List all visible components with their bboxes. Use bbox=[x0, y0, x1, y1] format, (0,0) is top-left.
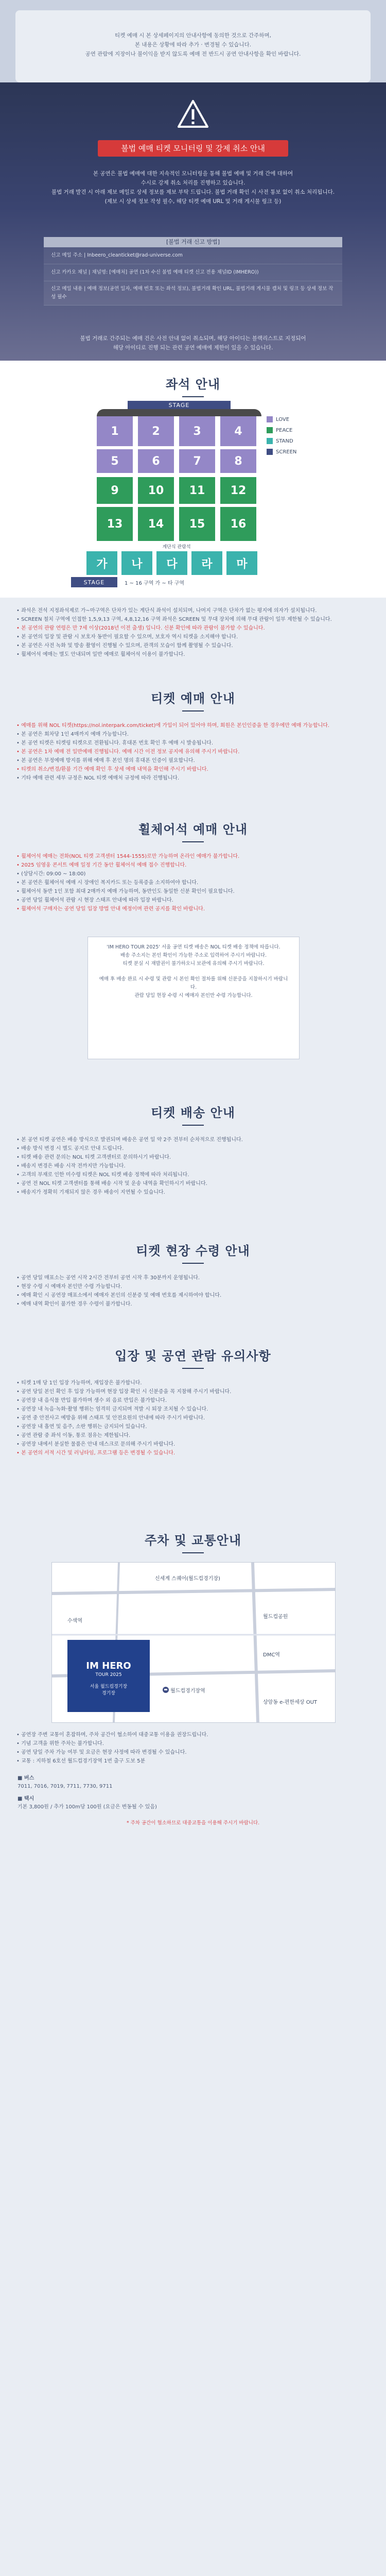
delivery-line: • 배송지가 정확히 기재되지 않은 경우 배송이 지연될 수 있습니다. bbox=[16, 1189, 373, 1197]
wheel-box-line: 배송 주소지는 본인 확인이 가능한 주소로 입력하여 주시기 바랍니다. bbox=[120, 953, 267, 958]
ticket-line: • 티켓의 취소/변경/환불 기간 예매 확인 후 상세 예매 내역을 확인해 주시기 바랍니다. bbox=[16, 766, 373, 774]
caution-line: • 본 공연의 서적 시간 및 러닝타임, 프로그램 등은 변경될 수 있습니다. bbox=[16, 1449, 373, 1458]
seat-note: • 본 공연의 관람 연령은 만 7세 이상(2018년 이전 출생) 입니다. 신분 확인에 따라 관람이 불가할 수 있습니다. bbox=[16, 624, 373, 633]
caution-line: • 공연장 내 녹음·녹화·촬영 행위는 엄격히 금지되며 적발 시 퇴장 조치될 수 있습니다. bbox=[16, 1405, 373, 1414]
legend-swatch bbox=[267, 438, 273, 444]
ticket-line: • 본 공연은 부정예매 방지를 위해 예매 후 본인 명의 휴대폰 인증이 필요합니다. bbox=[16, 757, 373, 765]
stage-top: STAGE bbox=[128, 401, 231, 409]
seat-note: • 휠체어석 예매는 별도 안내되며 일반 예매로 휠체어석 이용이 불가합니다. bbox=[16, 651, 373, 659]
subway-icon bbox=[162, 1686, 169, 1693]
stage-apron bbox=[97, 409, 261, 416]
bus-info bbox=[0, 1774, 386, 1811]
notice-line: 본 내용은 상황에 따라 추가 · 변경될 수 있습니다. bbox=[134, 42, 252, 48]
illegal-ticket-section bbox=[0, 82, 386, 361]
seat-map bbox=[66, 401, 313, 586]
onsite-title: 티켓 현장 수령 안내 bbox=[136, 1244, 250, 1258]
wheel-box-line: 'IM HERO TOUR 2025' 서울 공연 티켓 배송은 NOL 티켓 배송 정책에 따릅니다. bbox=[107, 944, 280, 950]
notice-line: 공연 관람에 지장이나 불이익을 받지 않도록 예매 전 반드시 공연 안내사항을 확인 바랍니다. bbox=[85, 51, 301, 57]
delivery-line: • 배송 방식 변경 시 별도 공지로 안내 드립니다. bbox=[16, 1145, 373, 1153]
seat-block-11: 11 bbox=[179, 477, 215, 504]
ticket-title: 티켓 예매 안내 bbox=[151, 691, 235, 706]
legend-item bbox=[267, 416, 313, 422]
wheel-line: • 공연 당일 휠체어석 관람 시 현장 스태프 안내에 따라 입장 바랍니다. bbox=[16, 896, 373, 905]
stage-bottom: STAGE bbox=[71, 577, 117, 587]
illegal-line: 본 공연은 불법 예매에 대한 지속적인 모니터링을 통해 불법 예매 및 거래 간에 대하여 bbox=[93, 171, 293, 177]
map-label-top: 신세계 스퀘어(월드컵경기장) bbox=[155, 1576, 220, 1582]
seat-block-4: 4 bbox=[220, 416, 256, 446]
caution-title: 입장 및 공연 관람 유의사항 bbox=[115, 1349, 271, 1363]
seat-block-8: 8 bbox=[220, 449, 256, 473]
map-label-station: 월드컵경기장역 bbox=[170, 1688, 205, 1694]
report-method-kakao: 신고 카카오 채널 | 채널명: [예매처] 공연 (1차 수신 불법 예매 티켓 신고 전용 채널ID (IMHERO)) bbox=[44, 264, 342, 281]
taxi-info: 기본 3,800원 / 추가 100m당 100원 (요금은 변동될 수 있음) bbox=[17, 1804, 157, 1810]
illegal-bottom-line: 불법 거래로 간주되는 예매 건은 사전 안내 없이 취소되며, 해당 아이디는 블랙리스트로 지정되어 bbox=[80, 335, 306, 342]
transport-note: • 교통 : 지하철 6호선 월드컵경기장역 1번 출구 도보 5분 bbox=[16, 1757, 370, 1766]
seat-legend bbox=[267, 416, 313, 460]
seat-block-5: 5 bbox=[97, 449, 133, 473]
legend-swatch bbox=[267, 416, 273, 422]
seat-block-12: 12 bbox=[220, 477, 256, 504]
wheel-line: • 휠체어석 동반 1인 포함 최대 2매까지 예매 가능하며, 동반인도 동일한 신분 확인이 필요합니다. bbox=[16, 888, 373, 896]
seat-block-1: 1 bbox=[97, 416, 133, 446]
venue-place2: 경기장 bbox=[101, 1691, 116, 1696]
onsite-section bbox=[0, 1231, 386, 1334]
seat-block-13: 13 bbox=[97, 507, 133, 541]
wheel-box-line: 티켓 분실 시 재발권이 불가하오니 보관에 유의해 주시기 바랍니다. bbox=[122, 961, 265, 967]
seat-note: • 좌석은 전석 지정좌석제로 가~마구역은 단차가 있는 계단식 좌석이 설치되며, 나머지 구역은 단차가 없는 평지에 의자가 설치됩니다. bbox=[16, 607, 373, 615]
wheel-line: • (상담시간: 09:00 ~ 18:00) bbox=[16, 870, 373, 878]
seat-block-14: 14 bbox=[138, 507, 174, 541]
delivery-line: • 배송지 변경은 배송 시작 전까지만 가능합니다. bbox=[16, 1162, 373, 1171]
wheel-line: • 휠체어석 구매자는 공연 당일 입장 방법 안내 예정이며 관련 공지를 확인 바랍니다. bbox=[16, 905, 373, 913]
onsite-line: • 예매 확인 시 공연장 매표소에서 예매자 본인의 신분증 및 예매 번호를 제시하여야 합니다. bbox=[16, 1292, 373, 1300]
ticket-line: • 본 공연은 회차당 1인 4매까지 예매 가능합니다. bbox=[16, 731, 373, 739]
map-label-bottom: 상암동 e-편한세상 OUT bbox=[263, 1700, 318, 1705]
transport-section bbox=[0, 1520, 386, 2576]
seat-note: • SCREEN 철치 구역에 인접한 1,5,9,13 구역, 4,8,12,16 구역 좌석은 SCREEN 및 무대 장치에 의해 무대 관람이 일부 제한될 수 있습니다. bbox=[16, 616, 373, 624]
stage-bottom-sub: 1 ~ 16 구역 가 ~ 타 구역 bbox=[125, 580, 185, 586]
report-method-content: 신고 메일 내용 | 예매 정보(공연 일자, 예매 번호 또는 좌석 정보), 불법거래 확인 URL, 불법거래 게시물 캡처 및 링크 등 상세 정보 작성 필수 bbox=[44, 281, 342, 306]
seat-block-2: 2 bbox=[138, 416, 174, 446]
map-label-right-b: DMC역 bbox=[263, 1652, 280, 1658]
seat-block-10: 10 bbox=[138, 477, 174, 504]
illegal-title: 불법 예매 티켓 모니터링 및 강제 취소 안내 bbox=[98, 140, 288, 157]
ticket-line: • 기타 예매 관련 세부 규정은 NOL 티켓 예매처 규정에 따라 진행됩니다. bbox=[16, 774, 373, 783]
map-label-right-a: 월드컵공원 bbox=[263, 1614, 288, 1620]
transport-title: 주차 및 교통안내 bbox=[145, 1533, 241, 1548]
ticket-booking-section bbox=[0, 680, 386, 814]
wheelchair-section bbox=[0, 814, 386, 1092]
illegal-line: 불법 거래 발견 시 아래 제보 메일로 상세 정보를 제보 부탁 드립니다. 불법 거래 확인 시 사전 통보 없이 취소 처리됩니다. bbox=[51, 189, 335, 195]
seat-block-9: 9 bbox=[97, 477, 133, 504]
caution-line: • 공연장 내 흡연 및 음주, 소란 행위는 금지되어 있습니다. bbox=[16, 1423, 373, 1431]
legend-label: PEACE bbox=[276, 427, 293, 433]
legend-label: SCREEN bbox=[276, 449, 297, 455]
report-methods-box bbox=[44, 237, 342, 315]
wheel-title: 휠체어석 예매 안내 bbox=[138, 822, 248, 837]
wheel-box-spacer bbox=[97, 968, 290, 975]
legend-item bbox=[267, 427, 313, 433]
wheel-box-line: 예매 후 배송 완료 시 수령 및 관람 시 본인 확인 절차를 위해 신분증을 지참하시기 바랍니다. bbox=[99, 976, 288, 990]
seat-title: 좌석 안내 bbox=[165, 377, 221, 392]
onsite-line: • 예매 내역 확인이 불가한 경우 수령이 불가합니다. bbox=[16, 1300, 373, 1309]
seat-block-15: 15 bbox=[179, 507, 215, 541]
legend-swatch bbox=[267, 449, 273, 455]
delivery-section bbox=[0, 1092, 386, 1231]
warning-icon bbox=[177, 98, 209, 131]
caution-line: • 공연 당일 본인 확인 후 입장 가능하며 현장 입장 확인 시 신분증을 꼭 지참해 주시기 바랍니다. bbox=[16, 1388, 373, 1396]
transport-footer: * 주차 공간이 협소하므로 대중교통을 이용해 주시기 바랍니다. bbox=[126, 1820, 260, 1826]
seat-notes-section bbox=[0, 598, 386, 680]
onsite-line: • 현장 수령 시 예매자 본인만 수령 가능합니다. bbox=[16, 1283, 373, 1291]
wheel-line: • 본 공연은 휠체어석 예매 시 장애인 복지카드 또는 등록증을 소지하여야 합니다. bbox=[16, 879, 373, 887]
legend-item bbox=[267, 449, 313, 455]
venue-sub: TOUR 2025 bbox=[95, 1672, 122, 1677]
taxi-title: ■ 택시 bbox=[17, 1796, 34, 1802]
caution-section bbox=[0, 1334, 386, 1520]
transport-note: • 공연 당일 주차 가능 여부 및 요금은 현장 사정에 따라 변경될 수 있습니다. bbox=[16, 1749, 370, 1757]
delivery-title: 티켓 배송 안내 bbox=[151, 1106, 235, 1120]
ticket-line: • 본 공연은 1차 예매 전 일반예매 진행됩니다. 예매 시간 이전 정보 공지에 유의해 주시기 바랍니다. bbox=[16, 748, 373, 756]
seat-block-16: 16 bbox=[220, 507, 256, 541]
seat-block-6: 6 bbox=[138, 449, 174, 473]
bus-routes: 7011, 7016, 7019, 7711, 7730, 9711 bbox=[17, 1784, 113, 1789]
legend-item bbox=[267, 438, 313, 444]
legend-label: LOVE bbox=[276, 416, 290, 422]
seat-block-7: 7 bbox=[179, 449, 215, 473]
seat-note: • 본 공연의 입장 및 관람 시 보호자 동반이 필요할 수 있으며, 보호자 역시 티켓을 소지해야 합니다. bbox=[16, 633, 373, 641]
seat-block-3: 3 bbox=[179, 416, 215, 446]
ticket-line: • 본 공연 티켓은 티켓링 티켓으로 전환됩니다. 휴대폰 번호 확인 후 예매 시 발송됩니다. bbox=[16, 739, 373, 748]
illegal-line: 수시로 강제 취소 처리를 진행하고 있습니다. bbox=[141, 180, 245, 186]
delivery-line: • 공연 전 NOL 티켓 고객센터를 통해 배송 시작 및 운송 내역을 확인하시기 바랍니다. bbox=[16, 1180, 373, 1188]
delivery-line: • 본 공연 티켓 공연은 배송 방식으로 발권되며 배송은 공연 일 약 2주 전부터 순차적으로 진행됩니다. bbox=[16, 1136, 373, 1144]
legend-label: STAND bbox=[276, 438, 293, 444]
caution-line: • 공연 중 안전사고 예방을 위해 스태프 및 안전요원의 안내에 따라 주시기 바랍니다. bbox=[16, 1414, 373, 1422]
seat-section bbox=[0, 361, 386, 598]
seat-block-na: 나 bbox=[121, 551, 152, 575]
ticket-line: • 예매를 위해 NOL 티켓(https://nol.interpark.com/ticket)에 가입이 되어 있어야 하며, 회원은 본인인증을 한 경우에만 예매 가능합니다. bbox=[16, 722, 373, 730]
seat-block-ma: 마 bbox=[226, 551, 257, 575]
caution-line: • 공연 관람 중 좌석 이동, 통로 점유는 제한됩니다. bbox=[16, 1432, 373, 1440]
wheel-info-box bbox=[87, 937, 300, 1059]
wheel-box-line: 관람 당일 현장 수령 시 예매자 본인만 수령 가능합니다. bbox=[134, 993, 253, 998]
title-divider bbox=[182, 396, 204, 397]
seat-note: • 본 공연은 사전 녹화 및 방송 촬영이 진행될 수 있으며, 관객의 모습이 함께 촬영될 수 있습니다. bbox=[16, 642, 373, 650]
caution-line: • 공연장 내 음식물 반입 불가하며 생수 외 음료 반입은 불가합니다. bbox=[16, 1397, 373, 1405]
onsite-line: • 공연 당일 매표소는 공연 시작 2시간 전부터 공연 시작 후 30분까지 운영됩니다. bbox=[16, 1274, 373, 1282]
transport-map bbox=[51, 1562, 336, 1723]
delivery-line: • 고객의 부재로 인한 미수령 티켓은 NOL 티켓 배송 정책에 따라 처리됩니다. bbox=[16, 1171, 373, 1179]
caution-line: • 공연장 내에서 분실한 물품은 안내 데스크로 문의해 주시기 바랍니다. bbox=[16, 1440, 373, 1449]
map-label-left: 수색역 bbox=[67, 1618, 82, 1624]
venue-block bbox=[67, 1640, 150, 1712]
wheel-line: • 2025 임영웅 콘서트 예매 일정 기간 동안 휠체어석 예매 접수 진행합니다. bbox=[16, 861, 373, 870]
legend-swatch bbox=[267, 427, 273, 433]
illegal-bottom-line: 해당 아이디로 진행 되는 관련 공연 예매에 제한이 있을 수 있습니다. bbox=[113, 345, 273, 351]
top-notice-box bbox=[15, 10, 371, 82]
caution-line: • 티켓 1매 당 1인 입장 가능하며, 재입장은 불가합니다. bbox=[16, 1379, 373, 1387]
venue-place: 서울 월드컵경기장 bbox=[90, 1684, 128, 1689]
seat-block-da: 다 bbox=[156, 551, 187, 575]
delivery-line: • 티켓 배송 관련 문의는 NOL 티켓 고객센터로 문의하시기 바랍니다. bbox=[16, 1154, 373, 1162]
transport-note: • 기념 고객을 위한 주차는 불가합니다. bbox=[16, 1740, 370, 1748]
illegal-line: (제보 시 상세 정보 작성 필수, 해당 티켓 예매 URL 및 거래 게시물 링크 등) bbox=[104, 198, 282, 205]
report-method-email: 신고 메일 주소 | Inbeero_cleanticket@rad-universe.com bbox=[44, 247, 342, 264]
bus-title: ■ 버스 bbox=[17, 1775, 34, 1781]
walkway-label: 계단식 관람석 bbox=[162, 545, 191, 550]
notice-line: 티켓 예매 시 본 상세페이지의 안내사항에 동의한 것으로 간주하며, bbox=[115, 32, 271, 39]
transport-note: • 공연장 주변 교통이 혼잡하며, 주차 공간이 협소하여 대중교통 이용을 권장드립니다. bbox=[16, 1731, 370, 1739]
stage-bottom-row bbox=[71, 577, 308, 587]
report-methods-title: [불법 거래 신고 방법] bbox=[44, 237, 342, 247]
seat-block-ga: 가 bbox=[86, 551, 117, 575]
seat-block-ra: 라 bbox=[191, 551, 222, 575]
title-divider bbox=[182, 1552, 204, 1553]
venue-name: IM HERO bbox=[86, 1660, 131, 1671]
wheel-line: • 휠체어석 예매는 전화(NOL 티켓 고객센터 1544-1555)로만 가능하며 온라인 예매가 불가합니다. bbox=[16, 853, 373, 861]
